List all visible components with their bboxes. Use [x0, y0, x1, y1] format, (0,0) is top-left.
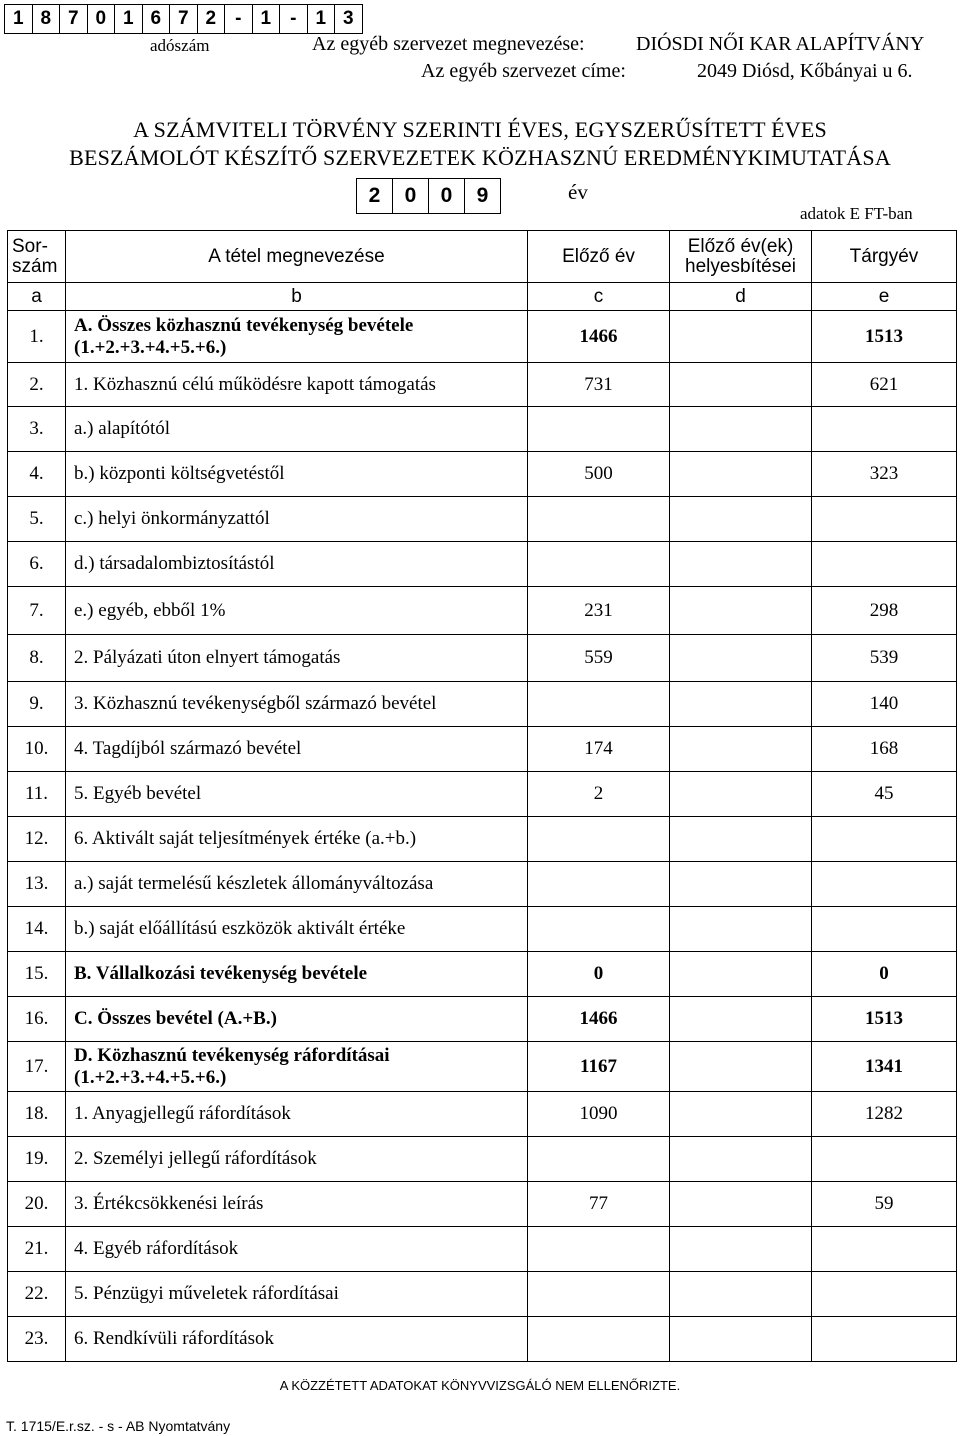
tax-digit: -	[280, 5, 308, 33]
prev-year-value: 174	[528, 727, 670, 772]
org-address-label: Az egyéb szervezet címe:	[421, 60, 626, 82]
row-label: A. Összes közhasznú tevékenység bevétele (1.+2.+3.+4.+5.+6.)	[66, 311, 528, 363]
table-row	[8, 682, 957, 727]
current-year-value	[812, 1272, 957, 1317]
prev-year-value: 2	[528, 772, 670, 817]
current-year-value: 168	[812, 727, 957, 772]
org-address: 2049 Diósd, Kőbányai u 6.	[697, 60, 913, 82]
row-label: 2. Pályázati úton elnyert támogatás	[66, 635, 528, 682]
row-label: 1. Anyagjellegű ráfordítások	[66, 1092, 528, 1137]
audit-footnote: A KÖZZÉTETT ADATOKAT KÖNYVVIZSGÁLÓ NEM ELLENŐRIZTE.	[279, 1378, 681, 1393]
correction-value	[670, 311, 812, 363]
tax-digit: 2	[198, 5, 226, 33]
correction-value	[670, 952, 812, 997]
col-letter-d: d	[670, 283, 812, 311]
prev-year-value	[528, 682, 670, 727]
row-label: b.) központi költségvetéstől	[66, 452, 528, 497]
table-row	[8, 1137, 957, 1182]
row-label: D. Közhasznú tevékenység ráfordításai (1.+2.+3.+4.+5.+6.)	[66, 1042, 528, 1092]
table-row	[8, 727, 957, 772]
row-number: 19.	[8, 1137, 66, 1182]
prev-year-value: 1167	[528, 1042, 670, 1092]
row-label: 3. Közhasznú tevékenységből származó bevétel	[66, 682, 528, 727]
correction-value	[670, 1137, 812, 1182]
table-row	[8, 1317, 957, 1362]
row-number: 8.	[8, 635, 66, 682]
current-year-value: 1341	[812, 1042, 957, 1092]
table-row	[8, 952, 957, 997]
tax-digit: 7	[170, 5, 198, 33]
correction-value	[670, 682, 812, 727]
tax-digit: -	[225, 5, 253, 33]
row-number: 7.	[8, 587, 66, 635]
prev-year-value	[528, 1137, 670, 1182]
year-digit: 9	[476, 184, 489, 207]
prev-year-value	[528, 1317, 670, 1362]
current-year-value	[812, 862, 957, 907]
tax-digit: 1	[308, 5, 336, 33]
correction-value	[670, 1042, 812, 1092]
prev-year-value	[528, 497, 670, 542]
table-row	[8, 862, 957, 907]
correction-value	[670, 727, 812, 772]
org-name: DIÓSDI NŐI KAR ALAPÍTVÁNY	[636, 33, 925, 55]
table-row	[8, 635, 957, 682]
row-label: B. Vállalkozási tevékenység bevétele	[66, 952, 528, 997]
table-row	[8, 542, 957, 587]
tax-digit: 7	[60, 5, 88, 33]
current-year-value	[812, 497, 957, 542]
correction-value	[670, 772, 812, 817]
table-row	[8, 997, 957, 1042]
current-year-value	[812, 907, 957, 952]
year-label: év	[568, 180, 588, 204]
row-number: 13.	[8, 862, 66, 907]
header-corrections: Előző év(ek) helyesbítései	[670, 231, 812, 283]
row-number: 16.	[8, 997, 66, 1042]
prev-year-value	[528, 407, 670, 452]
row-number: 6.	[8, 542, 66, 587]
current-year-value	[812, 1137, 957, 1182]
row-label: C. Összes bevétel (A.+B.)	[66, 997, 528, 1042]
current-year-value: 1513	[812, 311, 957, 363]
correction-value	[670, 1272, 812, 1317]
current-year-value: 0	[812, 952, 957, 997]
table-row	[8, 1272, 957, 1317]
correction-value	[670, 587, 812, 635]
correction-value	[670, 452, 812, 497]
prev-year-value: 1466	[528, 997, 670, 1042]
row-number: 3.	[8, 407, 66, 452]
header-row	[8, 231, 957, 283]
current-year-value: 1282	[812, 1092, 957, 1137]
row-number: 12.	[8, 817, 66, 862]
current-year-value	[812, 817, 957, 862]
table-row	[8, 452, 957, 497]
correction-value	[670, 997, 812, 1042]
row-number: 14.	[8, 907, 66, 952]
row-label: 5. Pénzügyi műveletek ráfordításai	[66, 1272, 528, 1317]
tax-digit: 6	[143, 5, 171, 33]
prev-year-value	[528, 862, 670, 907]
table-row	[8, 311, 957, 363]
row-number: 9.	[8, 682, 66, 727]
table-row	[8, 772, 957, 817]
prev-year-value	[528, 542, 670, 587]
tax-number-label: adószám	[150, 36, 210, 55]
table-row	[8, 407, 957, 452]
row-label: 6. Rendkívüli ráfordítások	[66, 1317, 528, 1362]
correction-value	[670, 817, 812, 862]
prev-year-value: 559	[528, 635, 670, 682]
row-label: 1. Közhasznú célú működésre kapott támogatás	[66, 363, 528, 407]
prev-year-value: 1090	[528, 1092, 670, 1137]
prev-year-value	[528, 1227, 670, 1272]
tax-digit: 1	[115, 5, 143, 33]
current-year-value	[812, 407, 957, 452]
current-year-value: 59	[812, 1182, 957, 1227]
prev-year-value: 0	[528, 952, 670, 997]
current-year-value: 45	[812, 772, 957, 817]
row-number: 11.	[8, 772, 66, 817]
tax-digit: 3	[342, 8, 354, 29]
correction-value	[670, 1092, 812, 1137]
correction-value	[670, 1182, 812, 1227]
current-year-value: 140	[812, 682, 957, 727]
income-statement-table	[7, 230, 957, 1362]
header-current-year: Tárgyév	[812, 231, 957, 283]
header-sorszam: Sor- szám	[8, 231, 66, 283]
column-letter-row	[8, 283, 957, 311]
row-number: 15.	[8, 952, 66, 997]
current-year-value: 323	[812, 452, 957, 497]
current-year-value	[812, 1317, 957, 1362]
prev-year-value: 500	[528, 452, 670, 497]
year-digit: 2	[357, 179, 393, 213]
table-row	[8, 1042, 957, 1092]
row-label: 6. Aktivált saját teljesítmények értéke (a.+b.)	[66, 817, 528, 862]
tax-digit: 0	[88, 5, 116, 33]
prev-year-value: 77	[528, 1182, 670, 1227]
table-row	[8, 817, 957, 862]
col-letter-c: c	[528, 283, 670, 311]
row-label: c.) helyi önkormányzattól	[66, 497, 528, 542]
table-row	[8, 1182, 957, 1227]
row-label: e.) egyéb, ebből 1%	[66, 587, 528, 635]
units-note: adatok E FT-ban	[800, 204, 913, 223]
table-row	[8, 1227, 957, 1272]
current-year-value: 1513	[812, 997, 957, 1042]
current-year-value: 298	[812, 587, 957, 635]
current-year-value	[812, 1227, 957, 1272]
tax-digit: 1	[5, 5, 33, 33]
year-digit: 0	[429, 179, 465, 213]
row-label: 2. Személyi jellegű ráfordítások	[66, 1137, 528, 1182]
row-number: 22.	[8, 1272, 66, 1317]
row-label: a.) saját termelésű készletek állományváltozása	[66, 862, 528, 907]
tax-number-box	[4, 4, 363, 34]
row-label: 3. Értékcsökkenési leírás	[66, 1182, 528, 1227]
row-number: 5.	[8, 497, 66, 542]
row-number: 10.	[8, 727, 66, 772]
row-number: 20.	[8, 1182, 66, 1227]
org-name-label: Az egyéb szervezet megnevezése:	[312, 33, 585, 55]
row-number: 17.	[8, 1042, 66, 1092]
report-title-line1: A SZÁMVITELI TÖRVÉNY SZERINTI ÉVES, EGYSZERŰSÍTETT ÉVES	[133, 117, 827, 142]
row-label: 4. Egyéb ráfordítások	[66, 1227, 528, 1272]
correction-value	[670, 542, 812, 587]
row-label: a.) alapítótól	[66, 407, 528, 452]
correction-value	[670, 862, 812, 907]
prev-year-value	[528, 907, 670, 952]
row-number: 21.	[8, 1227, 66, 1272]
header-item-name: A tétel megnevezése	[66, 231, 528, 283]
current-year-value	[812, 542, 957, 587]
year-box	[356, 178, 501, 214]
form-code: T. 1715/E.r.sz. - s - AB Nyomtatvány	[6, 1418, 231, 1434]
col-letter-a: a	[8, 283, 66, 311]
correction-value	[670, 635, 812, 682]
prev-year-value: 231	[528, 587, 670, 635]
correction-value	[670, 363, 812, 407]
prev-year-value	[528, 817, 670, 862]
row-number: 1.	[8, 311, 66, 363]
table-row	[8, 363, 957, 407]
current-year-value: 539	[812, 635, 957, 682]
col-letter-b: b	[66, 283, 528, 311]
year-digit: 0	[393, 179, 429, 213]
row-number: 4.	[8, 452, 66, 497]
current-year-value: 621	[812, 363, 957, 407]
table-row	[8, 1092, 957, 1137]
report-title-line2: BESZÁMOLÓT KÉSZÍTŐ SZERVEZETEK KÖZHASZNÚ EREDMÉNYKIMUTATÁSA	[69, 145, 891, 170]
row-label: 5. Egyéb bevétel	[66, 772, 528, 817]
table-row	[8, 497, 957, 542]
correction-value	[670, 497, 812, 542]
correction-value	[670, 907, 812, 952]
tax-digit: 8	[33, 5, 61, 33]
table-row	[8, 587, 957, 635]
correction-value	[670, 1317, 812, 1362]
prev-year-value: 731	[528, 363, 670, 407]
table-row	[8, 907, 957, 952]
col-letter-e: e	[812, 283, 957, 311]
row-number: 2.	[8, 363, 66, 407]
correction-value	[670, 407, 812, 452]
row-number: 23.	[8, 1317, 66, 1362]
header-prev-year: Előző év	[528, 231, 670, 283]
row-label: b.) saját előállítású eszközök aktivált értéke	[66, 907, 528, 952]
correction-value	[670, 1227, 812, 1272]
row-label: 4. Tagdíjból származó bevétel	[66, 727, 528, 772]
tax-digit: 1	[253, 5, 281, 33]
prev-year-value	[528, 1272, 670, 1317]
prev-year-value: 1466	[528, 311, 670, 363]
row-label: d.) társadalombiztosítástól	[66, 542, 528, 587]
row-number: 18.	[8, 1092, 66, 1137]
